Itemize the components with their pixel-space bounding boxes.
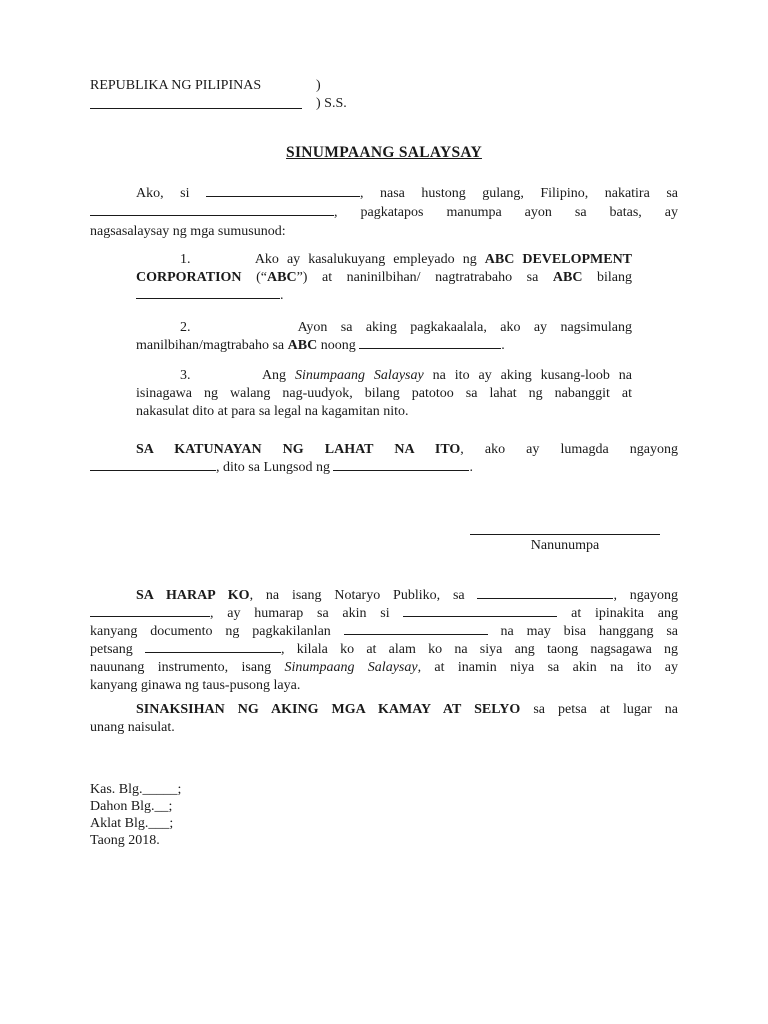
sinaksihan-line-2: unang naisulat. bbox=[90, 720, 175, 735]
katunayan-line-1: SA KATUNAYAN NG LAHAT NA ITO, ako ay lumagda ngayong bbox=[136, 442, 678, 457]
notary-line-4: petsang , kilala ko at alam ko na siya ang taong nagsagawa ng bbox=[90, 642, 679, 657]
city-blank bbox=[333, 458, 469, 471]
taong: Taong 2018. bbox=[90, 833, 160, 848]
position-blank bbox=[136, 286, 280, 299]
name-blank bbox=[206, 184, 360, 197]
signature-line bbox=[470, 534, 660, 535]
affiant-name-blank bbox=[403, 604, 557, 617]
address-blank bbox=[90, 203, 334, 216]
notary-line-6: kanyang ginawa ng taus-pusong laya. bbox=[90, 678, 301, 693]
item3-line-2: isinagawa ng walang nag-uudyok, bilang patotoo sa lahat ng nabanggit at bbox=[136, 386, 632, 401]
dahon-blg: Dahon Blg.__; bbox=[90, 799, 173, 814]
header-paren: ) bbox=[316, 78, 321, 93]
item1-line-1: 1. Ako ay kasalukuyang empleyado ng ABC DEVELOPMENT bbox=[180, 252, 633, 267]
intro-line-3: nagsasalaysay ng mga sumusunod: bbox=[90, 224, 286, 239]
katunayan-line-2: , dito sa Lungsod ng . bbox=[90, 458, 678, 477]
aklat-blg: Aklat Blg.___; bbox=[90, 816, 174, 831]
item3-line-1: 3. Ang Sinumpaang Salaysay na ito ay aking kusang-loob na bbox=[180, 368, 633, 383]
notary-place-blank bbox=[477, 586, 613, 599]
item1-line-2: CORPORATION (“ABC”) at naninilbihan/ nagtratrabaho sa ABC bilang bbox=[136, 270, 633, 285]
item1-line-3: . bbox=[136, 286, 632, 305]
item2-line-1: 2. Ayon sa aking pagkakaalala, ako ay nagsimulang bbox=[180, 320, 632, 335]
document-title: SINUMPAANG SALAYSAY bbox=[286, 144, 482, 161]
kas-blg: Kas. Blg._____; bbox=[90, 782, 182, 797]
notary-line-1: SA HARAP KO, na isang Notaryo Publiko, sa , ngayong bbox=[136, 588, 679, 603]
ss-label: ) S.S. bbox=[316, 96, 347, 111]
intro-line-1: Ako, si , nasa hustong gulang, Filipino, nakatira sa bbox=[136, 186, 678, 201]
signature-label: Nanunumpa bbox=[530, 538, 600, 553]
sign-date-blank bbox=[90, 458, 216, 471]
validity-date-blank bbox=[145, 640, 281, 653]
id-document-blank bbox=[344, 622, 488, 635]
republika-heading: REPUBLIKA NG PILIPINAS bbox=[90, 78, 262, 93]
notary-line-2: , ay humarap sa akin si at ipinakita ang bbox=[90, 604, 678, 623]
item3-line-3: nakasulat dito at para sa legal na kagamitan nito. bbox=[136, 404, 409, 419]
venue-blank bbox=[90, 96, 302, 109]
intro-line-2: , pagkatapos manumpa ayon sa batas, ay bbox=[90, 203, 678, 222]
item2-line-2: manilbihan/magtrabaho sa ABC noong . bbox=[136, 338, 505, 353]
sinaksihan-line-1: SINAKSIHAN NG AKING MGA KAMAY AT SELYO sa petsa at lugar na bbox=[136, 702, 678, 717]
notary-date-blank bbox=[90, 604, 210, 617]
notary-line-5: nauunang instrumento, isang Sinumpaang Salaysay, at inamin niya sa akin na ito ay bbox=[90, 660, 679, 675]
start-date-blank bbox=[359, 336, 501, 349]
notary-line-3: kanyang documento ng pagkakilanlan na may bisa hanggang sa bbox=[90, 624, 678, 639]
